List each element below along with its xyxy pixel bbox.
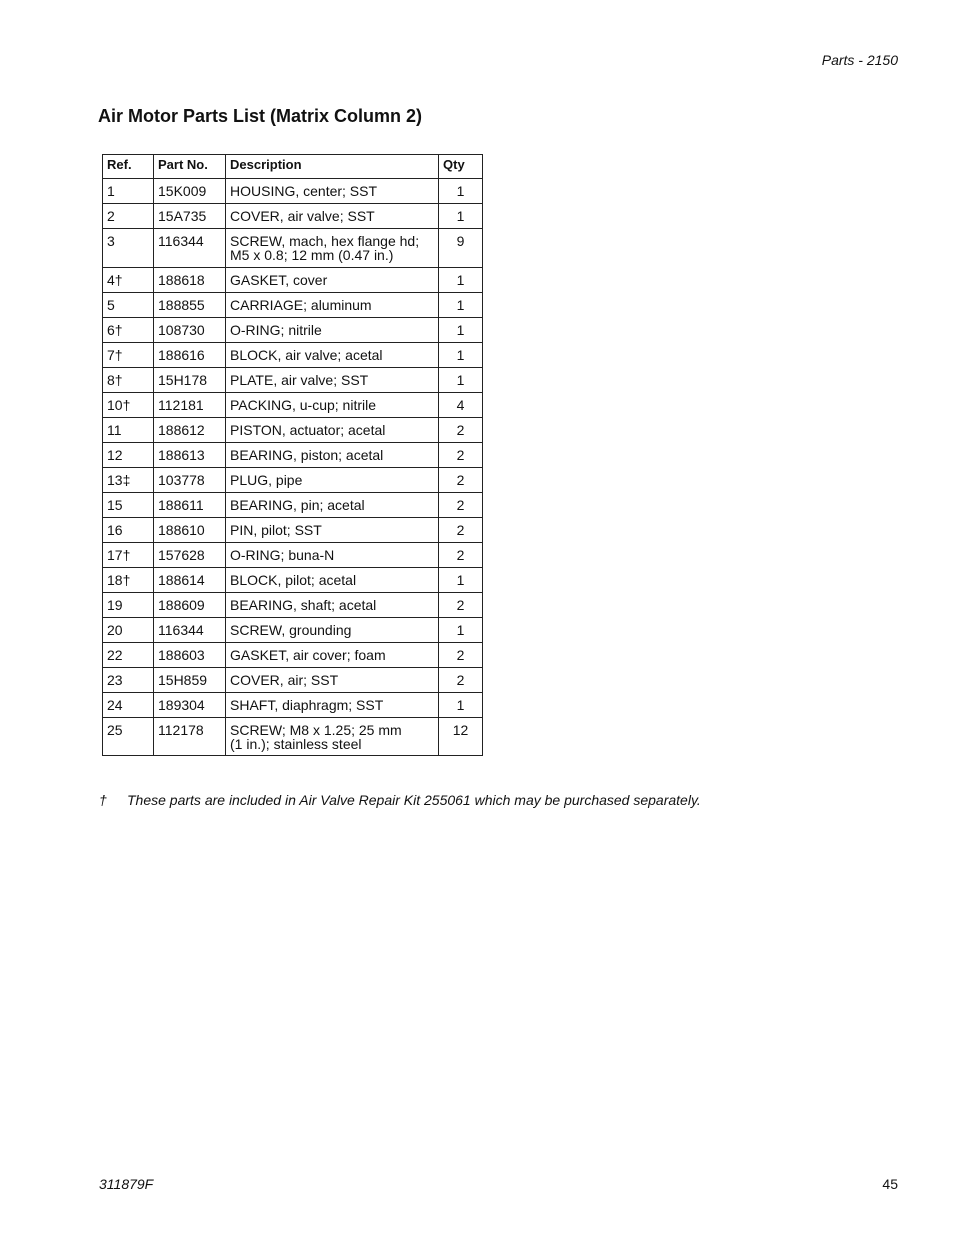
column-header-ref: Ref. (103, 155, 154, 179)
description-cell (226, 179, 439, 204)
ref-cell: 1 (103, 179, 154, 204)
table-row (103, 668, 483, 693)
ref-cell: 19 (103, 593, 154, 618)
description-line: PACKING, u-cup; nitrile (230, 397, 377, 413)
footnote-text: These parts are included in Air Valve Repair Kit 255061 which may be purchased separately. (127, 792, 701, 808)
qty-cell: 4 (439, 393, 483, 418)
ref-cell: 20 (103, 618, 154, 643)
qty-cell: 1 (439, 568, 483, 593)
ref-cell: 15 (103, 493, 154, 518)
column-header-part-no: Part No. (154, 155, 226, 179)
description-cell (226, 418, 439, 443)
description-cell (226, 718, 439, 756)
column-header-qty: Qty (439, 155, 483, 179)
description-line: O-RING; buna-N (230, 547, 335, 563)
table-row (103, 618, 483, 643)
qty-cell: 1 (439, 204, 483, 229)
running-header: Parts - 2150 (821, 52, 898, 68)
description-line: (1 in.); stainless steel (230, 736, 362, 752)
table-row (103, 318, 483, 343)
qty-cell: 2 (439, 443, 483, 468)
description-cell (226, 468, 439, 493)
part-number-cell: 116344 (154, 618, 226, 643)
qty-cell: 2 (439, 668, 483, 693)
table-row (103, 443, 483, 468)
column-header-description: Description (226, 155, 439, 179)
table-row (103, 693, 483, 718)
ref-cell: 13‡ (103, 468, 154, 493)
ref-cell: 23 (103, 668, 154, 693)
qty-cell: 1 (439, 318, 483, 343)
ref-cell: 22 (103, 643, 154, 668)
description-line: HOUSING, center; SST (230, 183, 378, 199)
ref-cell: 8† (103, 368, 154, 393)
ref-cell: 3 (103, 229, 154, 268)
ref-cell: 17† (103, 543, 154, 568)
table-row (103, 368, 483, 393)
table-row (103, 179, 483, 204)
qty-cell: 1 (439, 618, 483, 643)
description-line: PISTON, actuator; acetal (230, 422, 386, 438)
table-row (103, 468, 483, 493)
description-cell (226, 493, 439, 518)
ref-cell: 5 (103, 293, 154, 318)
description-line: COVER, air; SST (230, 672, 339, 688)
table-row (103, 643, 483, 668)
qty-cell: 1 (439, 343, 483, 368)
table-row (103, 593, 483, 618)
qty-cell: 12 (439, 718, 483, 756)
part-number-cell: 188609 (154, 593, 226, 618)
part-number-cell: 103778 (154, 468, 226, 493)
table-row (103, 204, 483, 229)
ref-cell: 4† (103, 268, 154, 293)
description-line: BLOCK, pilot; acetal (230, 572, 357, 588)
qty-cell: 1 (439, 268, 483, 293)
ref-cell: 25 (103, 718, 154, 756)
ref-cell: 10† (103, 393, 154, 418)
description-cell (226, 518, 439, 543)
table-row (103, 393, 483, 418)
part-number-cell: 15K009 (154, 179, 226, 204)
table-header-row (103, 155, 483, 179)
description-cell (226, 229, 439, 268)
description-cell (226, 393, 439, 418)
qty-cell: 2 (439, 493, 483, 518)
table-row (103, 343, 483, 368)
part-number-cell: 189304 (154, 693, 226, 718)
description-cell (226, 204, 439, 229)
description-cell (226, 318, 439, 343)
part-number-cell: 188618 (154, 268, 226, 293)
table-row (103, 493, 483, 518)
qty-cell: 2 (439, 418, 483, 443)
table-row (103, 418, 483, 443)
page-number: 45 (882, 1176, 898, 1192)
ref-cell: 18† (103, 568, 154, 593)
description-line: PLUG, pipe (230, 472, 303, 488)
description-cell (226, 268, 439, 293)
qty-cell: 2 (439, 593, 483, 618)
table-row (103, 268, 483, 293)
description-cell (226, 543, 439, 568)
description-cell (226, 643, 439, 668)
ref-cell: 24 (103, 693, 154, 718)
description-cell (226, 443, 439, 468)
qty-cell: 1 (439, 693, 483, 718)
part-number-cell: 116344 (154, 229, 226, 268)
table-row (103, 568, 483, 593)
description-cell (226, 668, 439, 693)
part-number-cell: 15H178 (154, 368, 226, 393)
part-number-cell: 188611 (154, 493, 226, 518)
ref-cell: 7† (103, 343, 154, 368)
description-cell (226, 368, 439, 393)
description-line: O-RING; nitrile (230, 322, 322, 338)
ref-cell: 16 (103, 518, 154, 543)
qty-cell: 1 (439, 293, 483, 318)
qty-cell: 2 (439, 468, 483, 493)
part-number-cell: 188855 (154, 293, 226, 318)
part-number-cell: 108730 (154, 318, 226, 343)
description-line: BEARING, shaft; acetal (230, 597, 377, 613)
ref-cell: 11 (103, 418, 154, 443)
part-number-cell: 188612 (154, 418, 226, 443)
part-number-cell: 188603 (154, 643, 226, 668)
table-row (103, 229, 483, 268)
part-number-cell: 15H859 (154, 668, 226, 693)
table-row (103, 293, 483, 318)
footnote-mark: † (99, 792, 107, 808)
description-cell (226, 343, 439, 368)
parts-table (102, 154, 483, 756)
document-number: 311879F (99, 1176, 154, 1192)
description-line: BEARING, pin; acetal (230, 497, 365, 513)
description-line: CARRIAGE; aluminum (230, 297, 372, 313)
parts-table-body (103, 179, 483, 756)
description-line: PIN, pilot; SST (230, 522, 322, 538)
description-line: SHAFT, diaphragm; SST (230, 697, 384, 713)
description-line: SCREW, mach, hex flange hd; (230, 233, 420, 249)
qty-cell: 1 (439, 179, 483, 204)
description-line: BEARING, piston; acetal (230, 447, 384, 463)
description-line: COVER, air valve; SST (230, 208, 375, 224)
part-number-cell: 188610 (154, 518, 226, 543)
part-number-cell: 188614 (154, 568, 226, 593)
description-line: SCREW; M8 x 1.25; 25 mm (230, 722, 402, 738)
footnote (99, 792, 701, 808)
description-cell (226, 618, 439, 643)
description-cell (226, 693, 439, 718)
qty-cell: 1 (439, 368, 483, 393)
part-number-cell: 112178 (154, 718, 226, 756)
table-row (103, 718, 483, 756)
section-title: Air Motor Parts List (Matrix Column 2) (98, 106, 423, 126)
description-cell (226, 293, 439, 318)
description-line: GASKET, air cover; foam (230, 647, 386, 663)
description-line: GASKET, cover (230, 272, 328, 288)
part-number-cell: 188616 (154, 343, 226, 368)
part-number-cell: 188613 (154, 443, 226, 468)
description-line: PLATE, air valve; SST (230, 372, 369, 388)
description-cell (226, 593, 439, 618)
description-line: BLOCK, air valve; acetal (230, 347, 383, 363)
qty-cell: 2 (439, 518, 483, 543)
description-cell (226, 568, 439, 593)
table-row (103, 543, 483, 568)
table-row (103, 518, 483, 543)
ref-cell: 2 (103, 204, 154, 229)
ref-cell: 6† (103, 318, 154, 343)
part-number-cell: 112181 (154, 393, 226, 418)
qty-cell: 2 (439, 543, 483, 568)
description-line: SCREW, grounding (230, 622, 352, 638)
part-number-cell: 157628 (154, 543, 226, 568)
description-line: M5 x 0.8; 12 mm (0.47 in.) (230, 247, 394, 263)
qty-cell: 9 (439, 229, 483, 268)
ref-cell: 12 (103, 443, 154, 468)
qty-cell: 2 (439, 643, 483, 668)
part-number-cell: 15A735 (154, 204, 226, 229)
